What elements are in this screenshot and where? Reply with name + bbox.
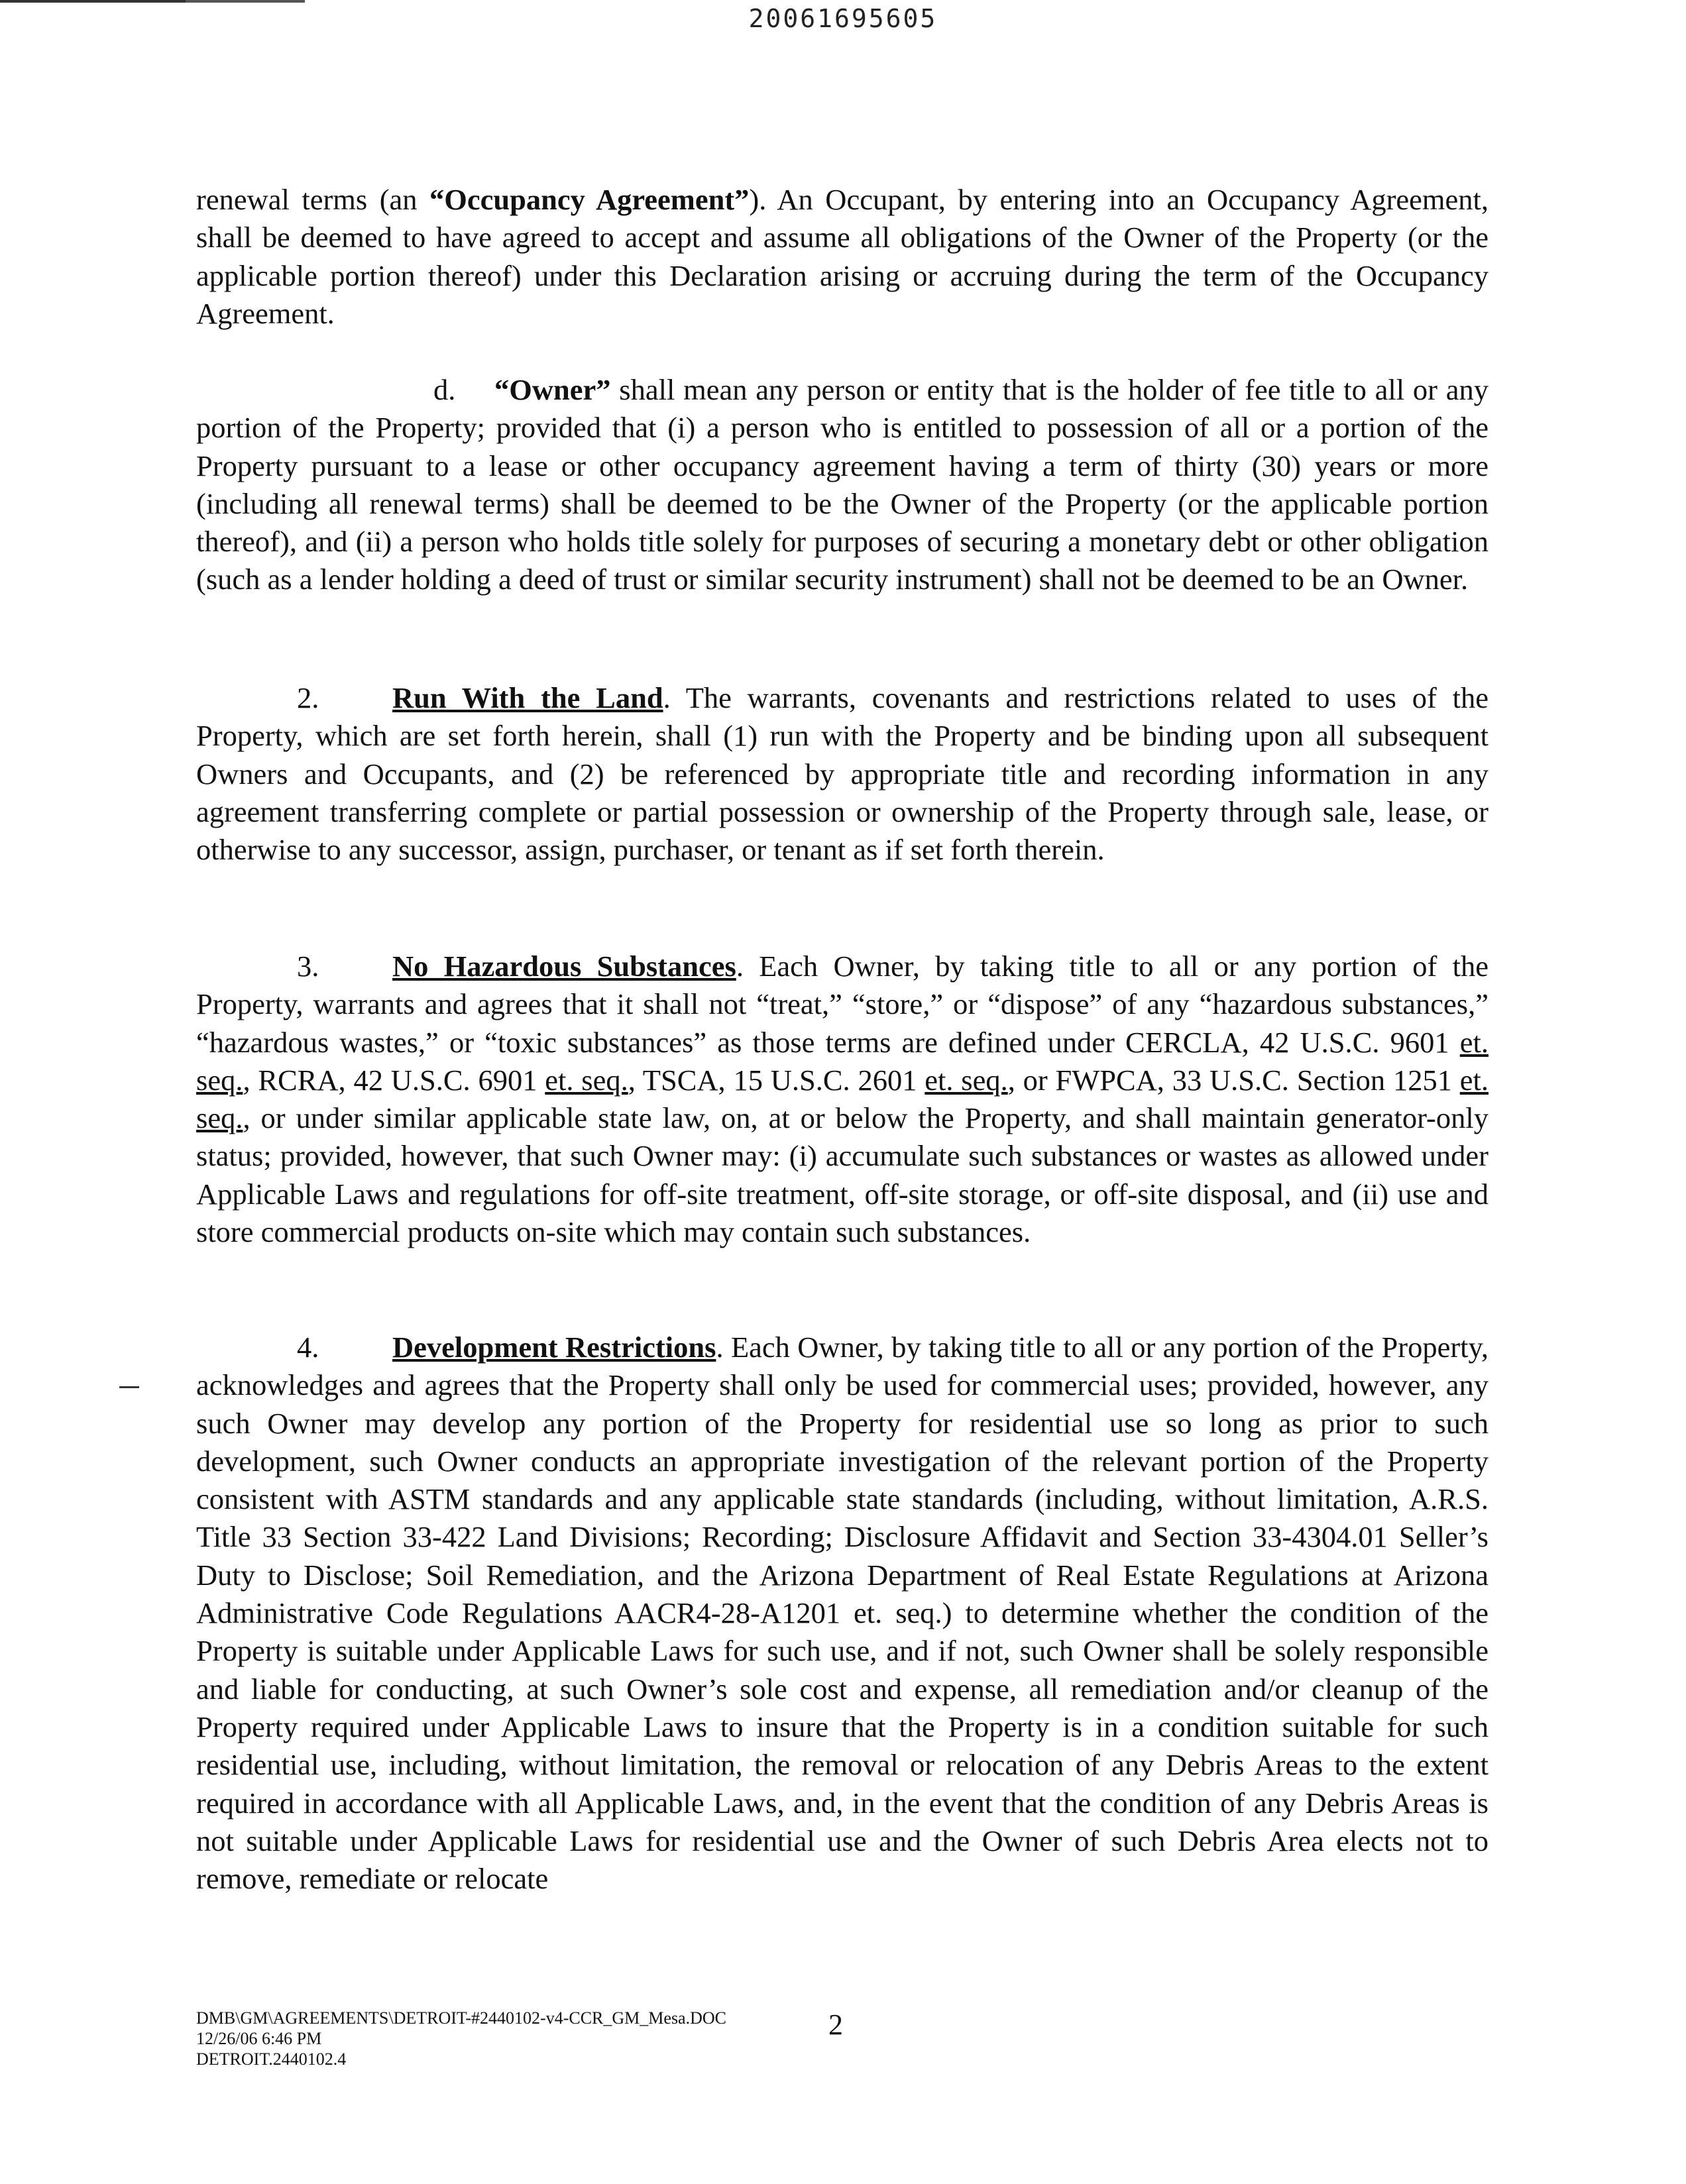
top-edge-rule-secondary [186, 0, 305, 3]
section-number-4: 4. [297, 1331, 319, 1364]
paragraph-label-d: d. [433, 373, 456, 406]
section-3-text-3: , TSCA, 15 U.S.C. 2601 [628, 1063, 925, 1097]
section-3-text-4: , or FWPCA, 33 U.S.C. Section 1251 [1007, 1063, 1460, 1097]
section-heading-development-restrictions: Development Restrictions [392, 1331, 716, 1364]
intro-pre: renewal terms (an [196, 183, 430, 216]
section-3-text-5: , or under similar applicable state law, on, at or below the Property, and shall maintain generator-only status; provided, however, that such Owner may: (i) accumulate such substances or wastes as allowed under Applicable Laws and regulations for off-site treatment, off-site storage, or off-site disposal, and (ii) use and store commercial products on-site which may contain such substances. [196, 1101, 1489, 1249]
section-heading-run-with-the-land: Run With the Land [392, 681, 663, 714]
footer-doc-id: DETROIT.2440102.4 [196, 2049, 347, 2069]
defined-term-occupancy-agreement: “Occupancy Agreement” [429, 183, 750, 216]
section-number-3: 3. [297, 950, 319, 983]
et-seq-fwpca: et. seq. [196, 1063, 1489, 1135]
section-4-development-restrictions [196, 1329, 1489, 1898]
page-number: 2 [828, 2008, 843, 2041]
paragraph-occupancy-agreement [196, 181, 1489, 333]
section-3-text-2: , RCRA, 42 U.S.C. 6901 [243, 1063, 545, 1097]
et-seq-tsca: et. seq. [925, 1063, 1008, 1097]
section-number-2: 2. [297, 681, 319, 714]
footer-file-path: DMB\GM\AGREEMENTS\DETROIT-#2440102-v4-CCR_GM_Mesa.DOC [196, 2008, 726, 2028]
et-seq-cercla: et. seq. [196, 1025, 1489, 1097]
paragraph-d-owner [196, 371, 1489, 599]
footer-datetime: 12/26/06 6:46 PM [196, 2029, 322, 2048]
paragraph-d-text: shall mean any person or entity that is the holder of fee title to all or any portion of the Property; provided that (i) a person who is entitled to possession of all or a portion of the Property pursuant to a lease or other occupancy agreement having a term of thirty (30) years or more (including all renewal terms) shall be deemed to be the Owner of the Property (or the applicable portion thereof), and (ii) a person who holds title solely for purposes of securing a monetary debt or other obligation (such as a lender holding a deed of trust or similar security instrument) shall not be deemed to be an Owner. [196, 373, 1489, 596]
defined-term-owner: “Owner” [494, 373, 611, 406]
intro-post: ). An Occupant, by entering into an Occupancy Agreement, shall be deemed to have agreed to accept and assume all obligations of the Owner of the Property (or the applicable portion thereof) under this Declaration arising or accruing during the term of the Occupancy Agreement. [196, 183, 1489, 330]
section-2-text: . The warrants, covenants and restrictions related to uses of the Property, which are set forth herein, shall (1) run with the Property and be binding upon all subsequent Owners and Occupants, and (2) be referenced by appropriate title and recording information in any agreement transferring complete or partial possession or ownership of the Property through sale, lease, or otherwise to any successor, assign, purchaser, or tenant as if set forth therein. [196, 681, 1489, 867]
section-4-text: . Each Owner, by taking title to all or any portion of the Property, acknowledges and agrees that the Property shall only be used for commercial uses; provided, however, any such Owner may develop any portion of the Property for residential use so long as prior to such development, such Owner conducts an appropriate investigation of the relevant portion of the Property consistent with ASTM standards and any applicable state standards (including, without limitation, A.R.S. Title 33 Section 33-422 Land Divisions; Recording; Disclosure Affidavit and Section 33-4304.01 Seller’s Duty to Disclose; Soil Remediation, and the Arizona Department of Real Estate Regulations at Arizona Administrative Code Regulations AACR4-28-A1201 et. seq.) to determine whether the condition of the Property is suitable under Applicable Laws for such use, and if not, such Owner shall be solely responsible and liable for conducting, at such Owner’s sole cost and expense, all remediation and/or cleanup of the Property required under Applicable Laws to insure that the Property is in a condition suitable for such residential use, including, without limitation, the removal or relocation of any Debris Areas to the extent required in accordance with all Applicable Laws, and, in the event that the condition of any Debris Areas is not suitable under Applicable Laws for residential use and the Owner of such Debris Area elects not to remove, remediate or relocate [196, 1331, 1489, 1896]
section-2-run-with-the-land [196, 679, 1489, 869]
section-3-text-1: . Each Owner, by taking title to all or any portion of the Property, warrants and agrees that it shall not “treat,” “store,” or “dispose” of any “hazardous substances,” “hazardous wastes,” or “toxic substances” as those terms are defined under CERCLA, 42 U.S.C. 9601 [196, 950, 1489, 1059]
section-heading-no-hazardous-substances: No Hazardous Substances [392, 950, 736, 983]
section-3-no-hazardous-substances [196, 948, 1489, 1251]
document-footer [196, 2008, 726, 2069]
et-seq-rcra: et. seq. [545, 1063, 628, 1097]
margin-mark [119, 1386, 139, 1388]
recording-number: 20061695605 [748, 4, 938, 33]
